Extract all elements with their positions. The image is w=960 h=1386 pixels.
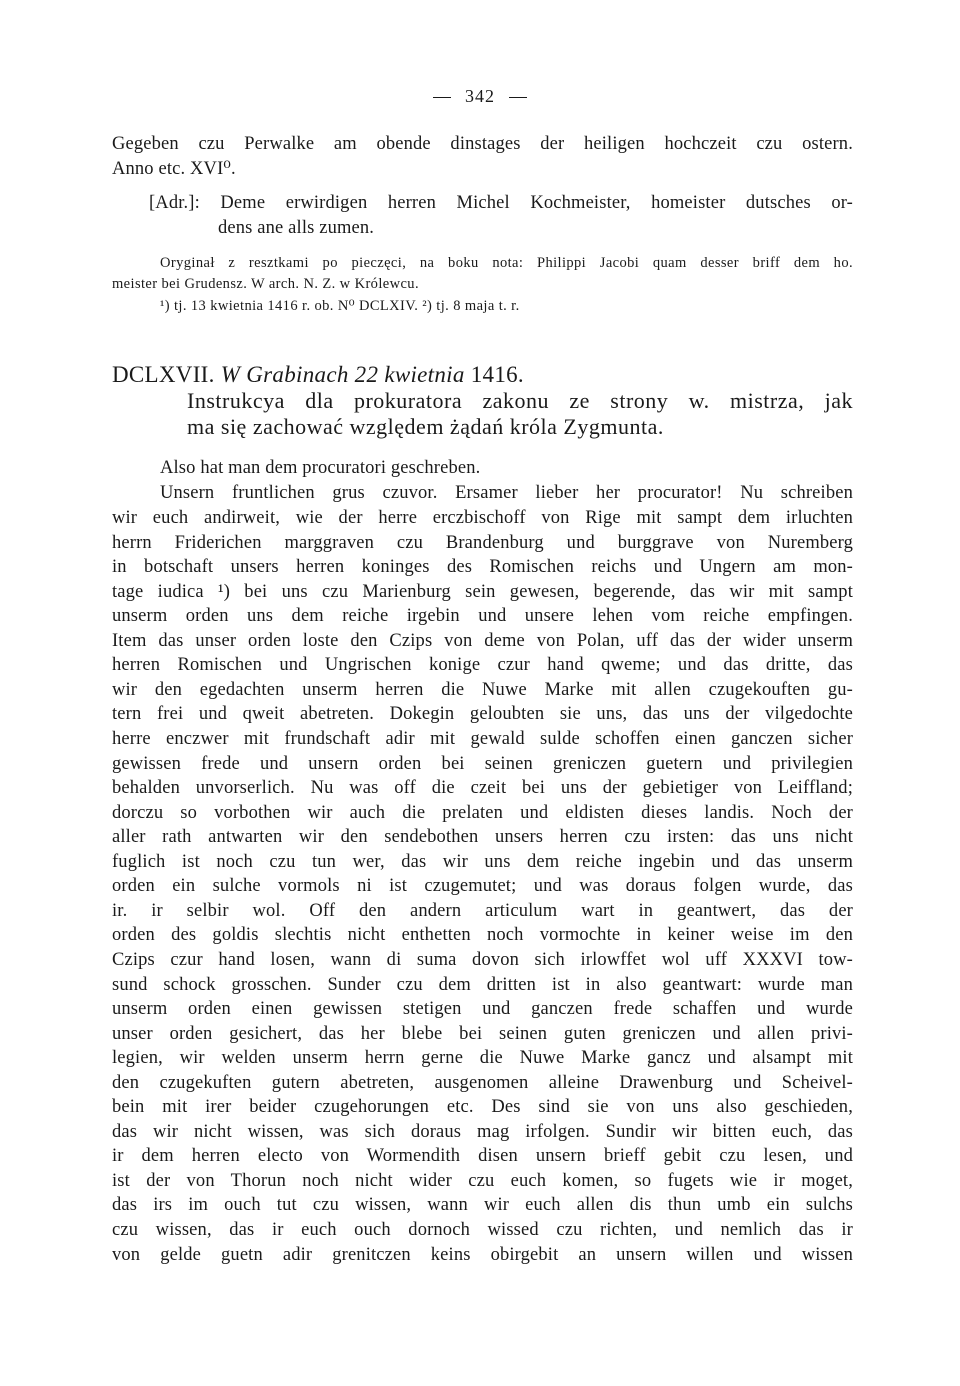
address-line-2: dens ane alls zumen. bbox=[218, 218, 375, 238]
source-note-line-2: meister bei Grudensz. W arch. N. Z. w Królewcu. bbox=[112, 276, 419, 292]
body-line: behalden unvorserlich. Nu was off die czeit bei uns der gebietiger von Leiffland; bbox=[112, 778, 853, 798]
body-line: gewissen frede und unsern orden bei seinen greniczen guetern und privilegien bbox=[112, 753, 853, 774]
document-place-date: W Grabinach 22 kwietnia bbox=[220, 362, 465, 387]
body-line: tage iudica ¹) bei uns czu Marienburg sein gewesen, begerende, das wir mit sampt bbox=[112, 581, 853, 602]
page-number bbox=[0, 86, 960, 107]
body-line: tern frei und qweit abetreten. Dokegin geloubten sie uns, das uns der vilgedochte bbox=[112, 704, 853, 725]
document-heading bbox=[112, 362, 524, 388]
dash-left bbox=[433, 97, 451, 98]
document-subtitle-line-1: Instrukcya dla prokuratora zakonu ze strony w. mistrza, jak bbox=[187, 388, 853, 413]
body-line: von gelde guetn adir grenitczen keins obirgebit an unsern willen und wissen bbox=[112, 1244, 853, 1265]
body-line: ir. ir selbir wol. Off den andern articulum wart in geantwert, das der bbox=[112, 900, 853, 921]
body-line: aller rath antwarten wir den sendebothen unsers herren czu irsten: das uns nicht bbox=[112, 827, 853, 848]
document-number: DCLXVII. bbox=[112, 362, 215, 387]
body-line: wir euch andirweit, wie der herre erczbischoff von Rige mit sampt dem irluchten bbox=[112, 508, 853, 528]
source-note-line-1: Oryginał z resztkami po pieczęci, na boku nota: Philippi Jacobi quam desser briff dem ho. bbox=[160, 255, 853, 271]
footnotes: ¹) tj. 13 kwietnia 1416 r. ob. N⁰ DCLXIV. ²) tj. 8 maja t. r. bbox=[160, 298, 520, 314]
body-line: herren Romischen und Ungrischen konige czur hand qweme; und das dritte, das bbox=[112, 655, 853, 676]
body-line: unserm orden uns dem reiche irgebin und unsere lehen vom reiche empfingen. bbox=[112, 606, 853, 627]
dash-right bbox=[509, 97, 527, 98]
closing-line-2: Anno etc. XVI⁰. bbox=[112, 159, 236, 179]
body-line: ir dem herren electo von Wormendith disen unsern brieff gebit czu lesen, und bbox=[112, 1146, 853, 1167]
body-opening-2: Unsern fruntlichen grus czuvor. Ersamer lieber her procurator! Nu schreiben bbox=[160, 483, 853, 503]
body-line: unserm orden einen gewissen stetigen und ganczen frede schaffen und wurde bbox=[112, 999, 853, 1019]
body-line: Czips czur hand losen, wann di suma dovon sich irlowffet wol uff XXXVI tow- bbox=[112, 949, 853, 970]
body-line: wir den egedachten unserm herren die Nuwe Marke mit allen czugekouften gu- bbox=[112, 679, 853, 700]
body-line: den czugekuften gutern abetreten, ausgenomen alleine Drawenburg und Scheivel- bbox=[112, 1072, 853, 1093]
body-line: sund schock grosschen. Sunder czu dem dritten ist in also geantwart: wurde man bbox=[112, 974, 853, 995]
body-line: legien, wir welden unserm herrn gerne die Nuwe Marke gancz und alsampt mit bbox=[112, 1048, 853, 1069]
body-opening-1: Also hat man dem procuratori geschreben. bbox=[160, 458, 481, 478]
body-line: bein mit irer beider czugehorungen etc. Des sind sie von uns also geschieden, bbox=[112, 1097, 853, 1118]
body-line: in botschaft unsers herren koninges des Romischen reichs und Ungern am mon- bbox=[112, 557, 853, 578]
body-line: das wir nicht wissen, was sich doraus mag irfolgen. Sundir wir bitten euch, das bbox=[112, 1121, 853, 1142]
body-line: fuglich ist noch czu tun wer, das wir uns dem reiche ingebin und das unserm bbox=[112, 851, 853, 872]
body-line: czu wissen, das ir euch ouch dornoch wissed czu richten, und nemlich das ir bbox=[112, 1220, 853, 1240]
body-line: unser orden gesichert, das her blebe bei seinen guten greniczen und allen privi- bbox=[112, 1023, 853, 1044]
body-line: orden des goldis slechtis nicht enthetten noch vormochte in keiner weise im den bbox=[112, 925, 853, 946]
body-line: Item das unser orden loste den Czips von deme von Polan, uff das der wider unserm bbox=[112, 630, 853, 651]
body-line: das irs im ouch tut czu wissen, wann wir euch allen dis thun umb ein sulchs bbox=[112, 1195, 853, 1216]
body-line: ist der von Thorun noch nicht wider czu euch komen, so fugets wie ir moget, bbox=[112, 1170, 853, 1191]
body-line: dorczu so vorbothen wir auch die prelaten und eldisten dieses landis. Noch der bbox=[112, 802, 853, 823]
body-line: herre enczwer mit frundschaft adir mit gewald sulde schoffen einen ganczen sicher bbox=[112, 729, 853, 749]
body-line: orden ein sulche vormols ni ist czugemutet; und was doraus folgen wurde, das bbox=[112, 876, 853, 897]
body-line: herrn Friderichen marggraven czu Brandenburg und burggrave von Nuremberg bbox=[112, 532, 853, 553]
closing-line-1: Gegeben czu Perwalke am obende dinstages der heiligen hochczeit czu ostern. bbox=[112, 134, 853, 154]
document-subtitle-line-2: ma się zachować względem żądań króla Zygmunta. bbox=[187, 414, 664, 439]
document-year: 1416. bbox=[470, 362, 524, 387]
address-line-1: [Adr.]: Deme erwirdigen herren Michel Kochmeister, homeister dutsches or- bbox=[149, 193, 853, 213]
page-number-text: 342 bbox=[465, 86, 495, 106]
